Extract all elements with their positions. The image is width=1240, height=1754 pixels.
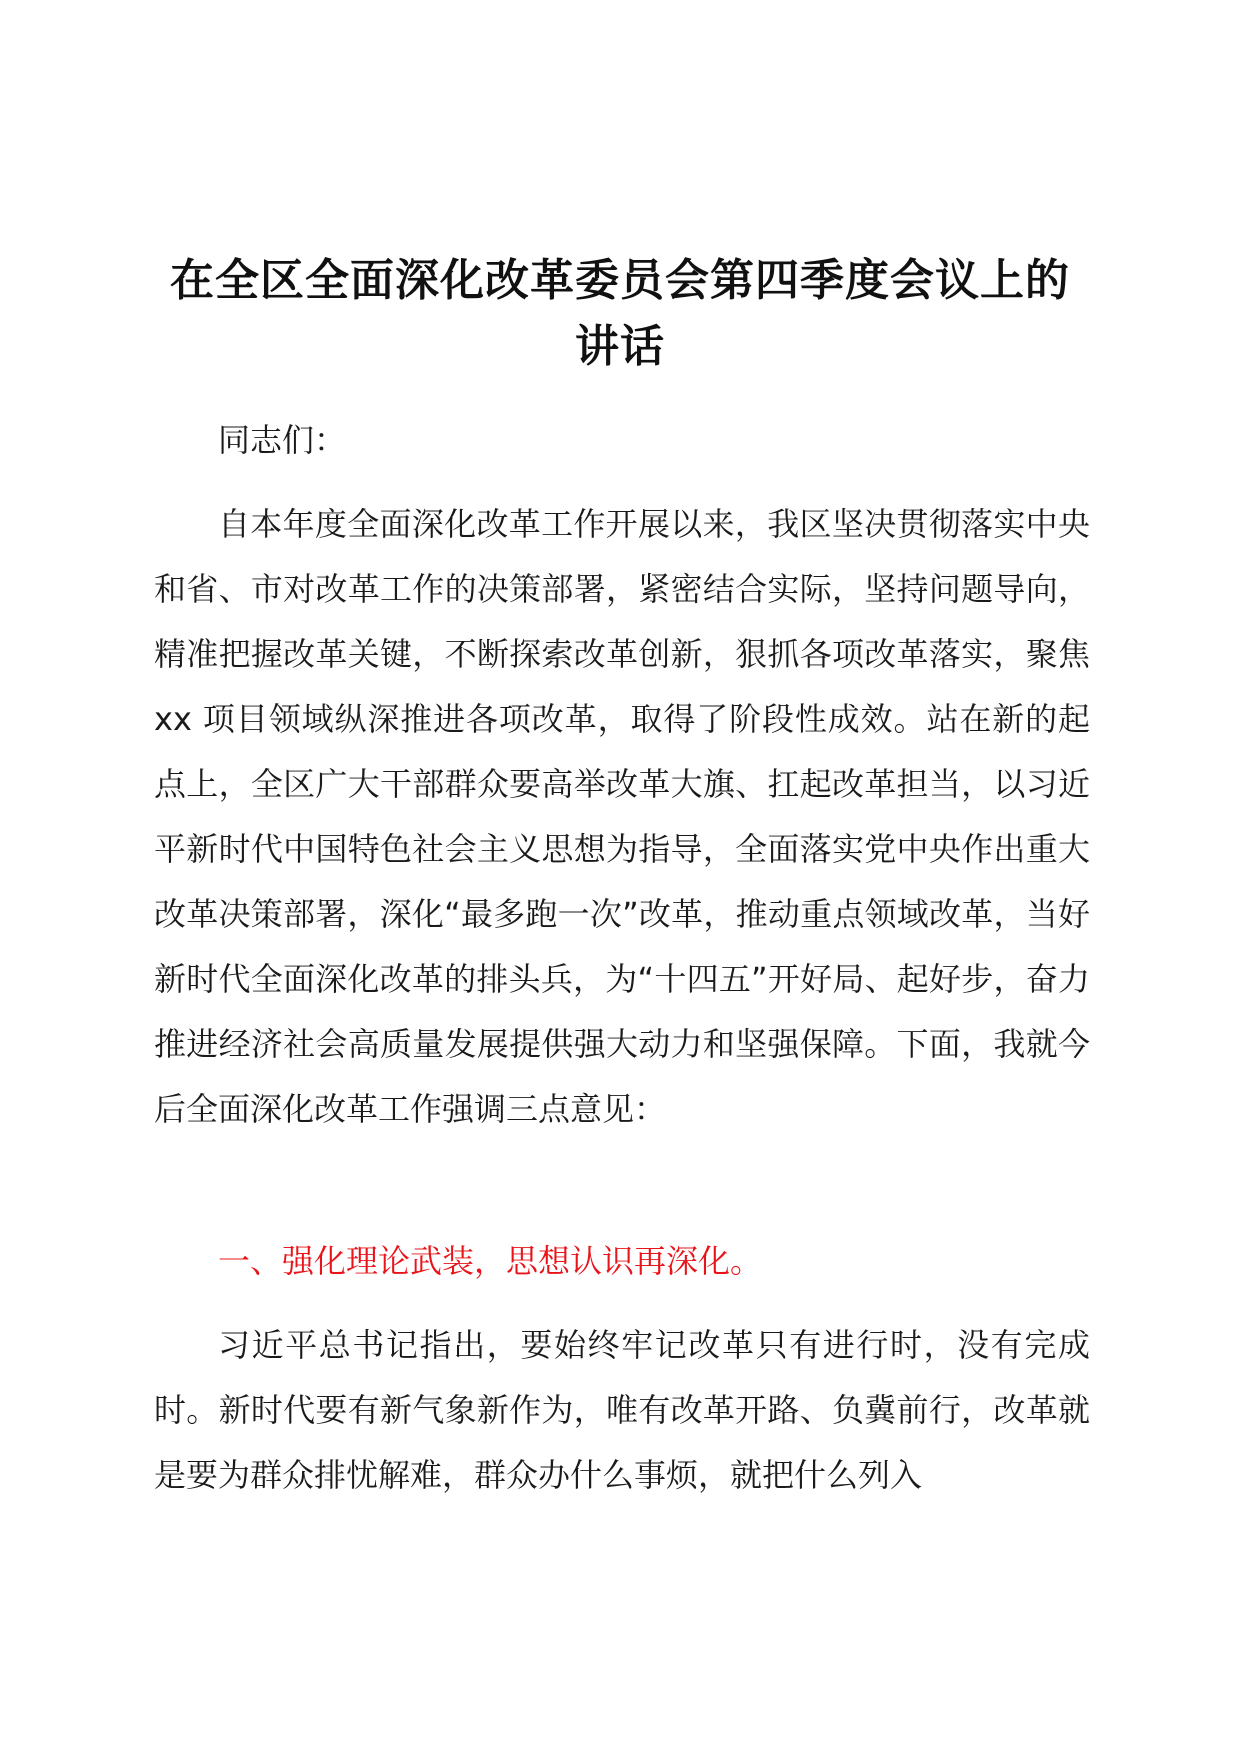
- salutation: 同志们：: [218, 421, 347, 459]
- title-line-2: 讲话: [575, 321, 665, 372]
- section-heading-1: 一、强化理论武装，思想认识再深化。: [218, 1242, 763, 1280]
- title-line-1: 在全区全面深化改革委员会第四季度会议上的: [170, 255, 1070, 306]
- paragraph-intro: 自本年度全面深化改革工作开展以来，我区坚决贯彻落实中央和省、市对改革工作的决策部署，紧密结合实际，坚持问题导向，精准把握改革关键，不断探索改革创新，狠抓各项改革落实，聚焦 xx 项目领域纵深推进各项改革，取得了阶段性成效。站在新的起点上，全区广大干部群众要高举改革大旗、扛起改革担当，以习近平新时代中国特色社会主义思想为指导，全面落实党中央作出重大改革决策部署，深化“最多跑一次”改革，推动重点领域改革，当好新时代全面深化改革的排头兵，为“十四五”开好局、起好步，奋力推进经济社会高质量发展提供强大动力和坚强保障。下面，我就今后全面深化改革工作强调三点意见：: [154, 505, 1090, 1128]
- paragraph-section-1: 习近平总书记指出，要始终牢记改革只有进行时，没有完成时。新时代要有新气象新作为，唯有改革开路、负冀前行，改革就是要为群众排忧解难，群众办什么事烦，就把什么列入: [154, 1326, 1090, 1494]
- document-title: [150, 248, 1090, 380]
